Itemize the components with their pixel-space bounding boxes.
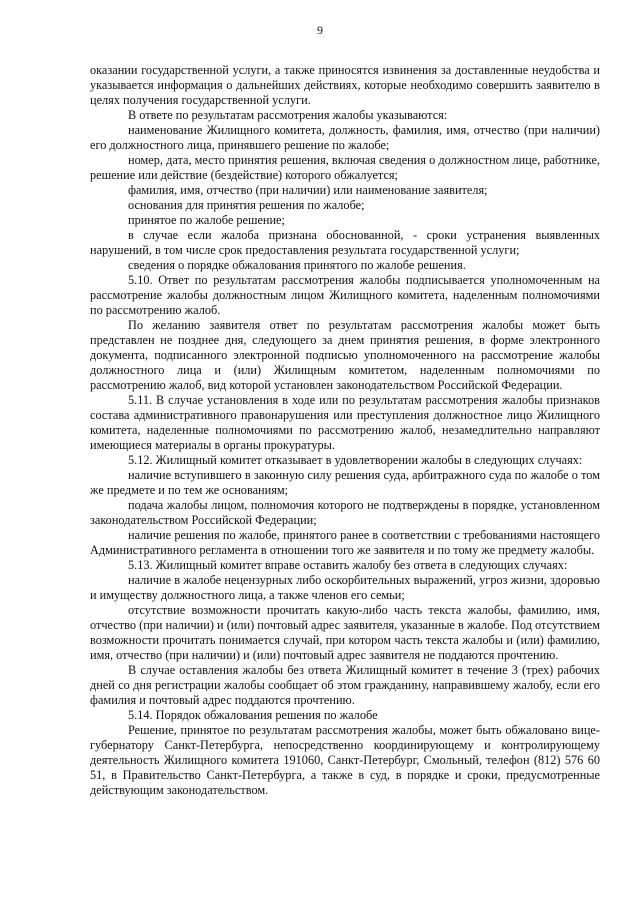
paragraph-intro-continuation: оказании государственной услуги, а также приносятся извинения за доставленные неудобства и указывается информация о дальнейших действиях, которые необходимо совершить заявителю в целях получения государственной услуги. [90,63,600,107]
paragraph-electronic-response: По желанию заявителя ответ по результатам рассмотрения жалобы может быть представлен не позднее дня, следующего за днем принятия решения, в форме электронного документа, подписанного электронной подписью уполномоченного на рассмотрение жалобы должностного лица и (или) Жилищным комитетом, наделенным полномочиями по рассмотрению жалоб, вид которой установлен законодательством Российской Федерации. [90,318,600,392]
list-item-offensive-language: наличие в жалобе нецензурных либо оскорбительных выражений, угроз жизни, здоровью и имуществу должностного лица, а также членов его семьи; [90,573,600,602]
list-item-unreadable-text: отсутствие возможности прочитать какую-либо часть текста жалобы, фамилию, имя, отчество (при наличии) и (или) почтовый адрес заявителя, указанные в жалобе. Под отсутствием возможности прочитать понимается случай, при котором часть текста жалобы и (или) фамилию, имя, отчество (при наличии) и (или) почтовый адрес заявителя не поддаются прочтению. [90,603,600,662]
document-body [90,63,600,798]
section-5-10: 5.10. Ответ по результатам рассмотрения жалобы подписывается уполномоченным на рассмотрение жалобы должностным лицом Жилищного комитета, наделенным полномочиями по рассмотрению жалоб. [90,273,600,317]
list-item-applicant-name: фамилия, имя, отчество (при наличии) или наименование заявителя; [128,183,488,197]
list-item-prior-decision: наличие решения по жалобе, принятого ранее в соответствии с требованиями настоящего Административного регламента в отношении того же заявителя и по тому же предмету жалобы. [90,528,600,557]
list-item-decision-number: номер, дата, место принятия решения, включая сведения о должностном лице, работнике, решение или действие (бездействие) которого обжалуется; [90,153,600,182]
page-number: 9 [317,23,323,37]
list-item-court-decision: наличие вступившего в законную силу решения суда, арбитражного суда по жалобе о том же предмете и по тем же основаниям; [90,468,600,497]
section-5-14-heading: 5.14. Порядок обжалования решения по жалобе [128,708,378,722]
section-5-11: 5.11. В случае установления в ходе или по результатам рассмотрения жалобы признаков состава административного правонарушения или преступления должностное лицо Жилищного комитета, наделенные полномочиями по рассмотрению жалоб, незамедлительно направляют имеющиеся материалы в органы прокуратуры. [90,393,600,452]
paragraph-no-response-notice: В случае оставления жалобы без ответа Жилищный комитет в течение 3 (трех) рабочих дней со дня регистрации жалобы сообщает об этом гражданину, направившему жалобу, если его фамилия и почтовый адрес поддаются прочтению. [90,663,600,707]
section-5-13: 5.13. Жилищный комитет вправе оставить жалобу без ответа в следующих случаях: [128,558,568,572]
list-item-appeal-procedure: сведения о порядке обжалования принятого по жалобе решения. [128,258,466,272]
list-item-committee-name: наименование Жилищного комитета, должность, фамилия, имя, отчество (при наличии) его должностного лица, принявшего решение по жалобе; [90,123,600,152]
list-item-unconfirmed-authority: подача жалобы лицом, полномочия которого не подтверждены в порядке, установленном законодательством Российской Федерации; [90,498,600,527]
section-5-12: 5.12. Жилищный комитет отказывает в удовлетворении жалобы в следующих случаях: [128,453,583,467]
paragraph-appeal-authority: Решение, принятое по результатам рассмотрения жалобы, может быть обжаловано вице-губернатору Санкт-Петербурга, непосредственно координирующему и контролирующему деятельность Жилищного комитета 191060, Санкт-Петербург, Смольный, телефон (812) 576 60 51, в Правительство Санкт-Петербурга, а также в суд, в порядке и сроки, предусмотренные действующим законодательством. [90,723,600,797]
list-item-remediation-terms: в случае если жалоба признана обоснованной, - сроки устранения выявленных нарушений, в том числе срок предоставления результата государственной услуги; [90,228,600,257]
list-item-decision-taken: принятое по жалобе решение; [128,213,285,227]
list-item-decision-grounds: основания для принятия решения по жалобе; [128,198,365,212]
paragraph-response-contents-heading: В ответе по результатам рассмотрения жалобы указываются: [128,108,448,122]
